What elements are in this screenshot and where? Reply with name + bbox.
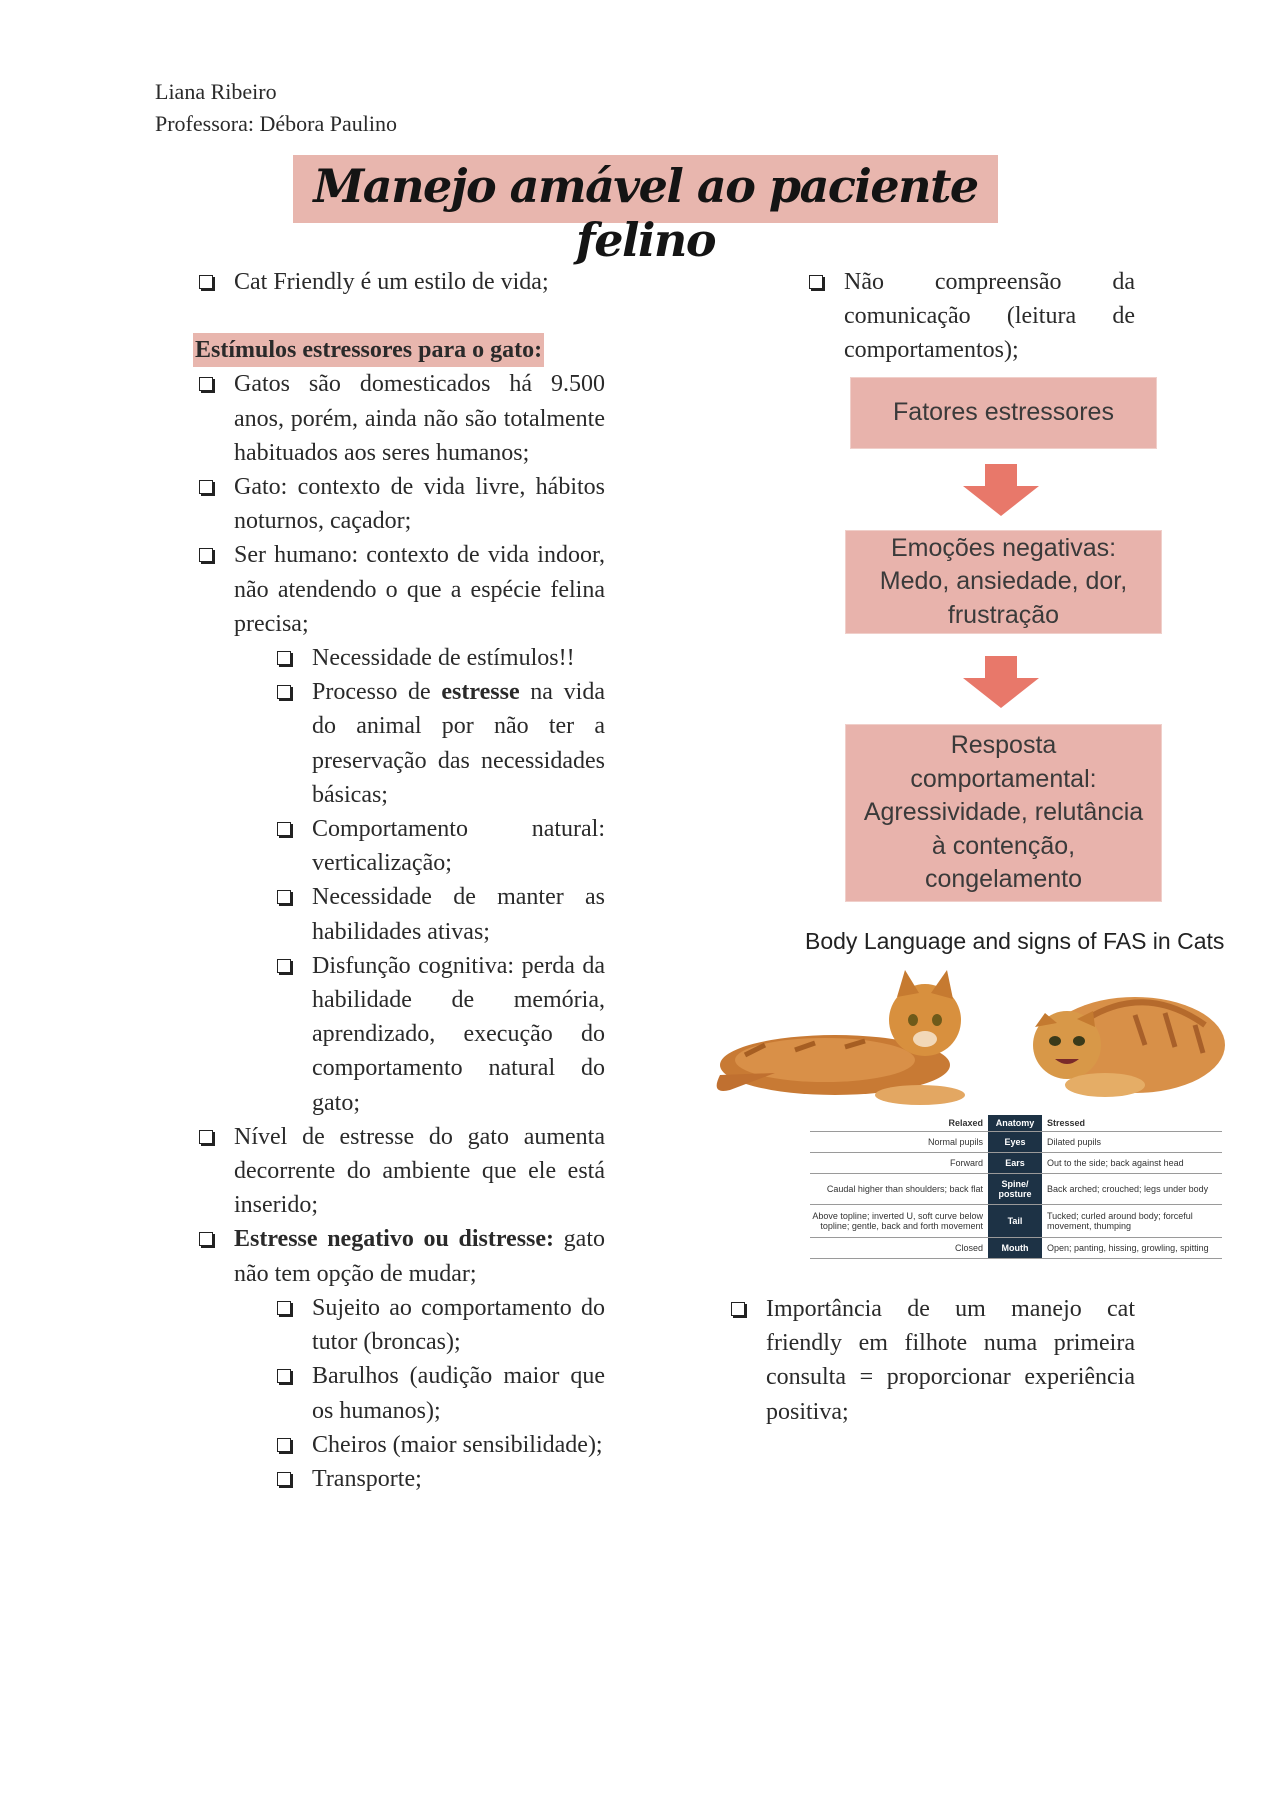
sub-list-item [195,812,605,880]
list-item-text: Transporte; [312,1465,422,1492]
list-item-text: Necessidade de manter as habilidades ativas; [312,884,605,945]
checkbox-bullet-icon [277,822,291,836]
cats-illustration [705,965,1235,1115]
list-item-text: Cat Friendly é um estilo de vida; [234,269,549,295]
bold-term: estresse [441,679,520,706]
list-item-text: Importância de um manejo cat friendly em filhote numa primeira consulta = proporcionar experiência positiva; [766,1296,1135,1425]
table-cell: Closed [954,1243,983,1253]
table-header-relaxed: Relaxed [948,1118,983,1128]
sub-list-item [195,675,605,812]
table-row [810,1153,1222,1174]
list-item-text: Sujeito ao comportamento do tutor (broncas); [312,1294,605,1356]
table-cell: Forward [949,1158,983,1168]
table-cell: Eyes [988,1132,1042,1152]
checkbox-bullet-icon [277,959,291,973]
checkbox-bullet-icon [277,651,291,665]
sub-list-item [195,1428,605,1462]
list-item [195,1120,605,1223]
checkbox-bullet-icon [199,1232,213,1246]
fas-table [810,1115,1222,1259]
cats-figure-title: Body Language and signs of FAS in Cats [805,928,1225,954]
flow-box-stressors [850,377,1157,449]
list-item-text: Gato: contexto de vida livre, hábitos noturnos, caçador; [234,474,605,535]
table-cell: Ears [988,1153,1042,1173]
flow-box-text: Resposta comportamental: Agressividade, relutância à contenção, congelamento [863,731,1144,894]
checkbox-bullet-icon [199,548,213,562]
table-cell: Normal pupils [927,1137,983,1147]
table-cell: Out to the side; back against head [1047,1158,1184,1168]
list-item-text: Ser humano: contexto de vida indoor, não atendendo o que a espécie felina precisa; [234,542,605,637]
right-column-top [805,265,1135,368]
section-heading [195,333,605,367]
list-item-text: Comportamento natural: verticalização; [312,816,605,877]
list-item [195,367,605,470]
checkbox-bullet-icon [199,275,213,289]
list-item-text: na vida do animal por não ter a preservação das necessidades básicas; [312,679,605,808]
bold-term: Estresse negativo ou distresse: [234,1226,555,1253]
checkbox-bullet-icon [199,1130,213,1144]
down-arrow-icon [963,656,1039,708]
checkbox-bullet-icon [277,1369,291,1383]
list-item [195,265,605,299]
page-title: Manejo amável ao paciente felino [313,159,978,267]
sub-list-item [195,1462,605,1496]
sub-list-item [195,949,605,1120]
table-row [810,1238,1222,1259]
checkbox-bullet-icon [277,1301,291,1315]
title-banner [293,155,998,267]
table-cell: Back arched; crouched; legs under body [1047,1184,1209,1194]
list-item [727,1292,1135,1429]
flow-box-text: Emoções negativas: Medo, ansiedade, dor, frustração [879,533,1128,629]
flow-box-text: Fatores estressores [893,398,1114,427]
checkbox-bullet-icon [731,1302,745,1316]
table-cell: Tucked; curled around body; forceful movement, thumping [1047,1211,1193,1231]
list-item-text: Barulhos (audição maior que os humanos); [312,1363,605,1424]
list-item-text: Gatos são domesticados há 9.500 anos, porém, ainda não são totalmente habituados aos seres humanos; [234,371,605,466]
table-cell: Spine/ posture [988,1174,1042,1204]
sub-list-item [195,641,605,675]
sub-list-item [195,1359,605,1427]
flow-box-response [845,724,1162,902]
list-item-text: Necessidade de estímulos!! [312,645,575,672]
table-row [810,1132,1222,1153]
checkbox-bullet-icon [277,1438,291,1452]
table-row [810,1205,1222,1238]
table-cell: Open; panting, hissing, growling, spitting [1047,1243,1209,1253]
list-item-text: gato não tem opção de mudar; [234,1226,605,1287]
table-header-anatomy: Anatomy [988,1115,1042,1131]
list-item-text: Nível de estresse do gato aumenta decorrente do ambiente que ele está inserido; [234,1123,605,1219]
list-item [195,1222,605,1290]
student-name: Liana Ribeiro [155,79,277,104]
table-cell: Dilated pupils [1047,1137,1102,1147]
list-item-text: Processo de [312,679,442,706]
table-header-stressed: Stressed [1047,1118,1086,1128]
checkbox-bullet-icon [277,1472,291,1486]
table-header-row [810,1115,1222,1132]
sub-list-item [195,1291,605,1359]
teacher-name: Professora: Débora Paulino [155,111,397,136]
sub-list-item [195,880,605,948]
stressed-cat-icon [1033,997,1225,1097]
table-row [810,1174,1222,1205]
list-item-text: Não compreensão da comunicação (leitura de comportamentos); [844,269,1135,364]
list-item-text: Cheiros (maior sensibilidade); [312,1431,603,1458]
checkbox-bullet-icon [199,480,213,494]
checkbox-bullet-icon [277,890,291,904]
checkbox-bullet-icon [809,275,823,289]
relaxed-cat-icon [717,970,965,1105]
table-cell: Tail [988,1205,1042,1237]
checkbox-bullet-icon [277,685,291,699]
list-item-text: Disfunção cognitiva: perda da habilidade de memória, aprendizado, execução do comportamento natural do gato; [312,952,605,1116]
list-item [195,470,605,538]
checkbox-bullet-icon [199,377,213,391]
table-cell: Above topline; inverted U, soft curve below topline; gentle, back and forth movement [812,1211,983,1231]
list-item [805,265,1135,368]
right-column-bottom [727,1292,1135,1429]
down-arrow-icon [963,464,1039,516]
left-column [195,265,605,1496]
list-item [195,538,605,641]
section-heading-text: Estímulos estressores para o gato: [193,333,544,367]
flow-box-emotions [845,530,1162,634]
header [155,76,397,140]
table-cell: Caudal higher than shoulders; back flat [826,1184,983,1194]
table-cell: Mouth [988,1238,1042,1258]
